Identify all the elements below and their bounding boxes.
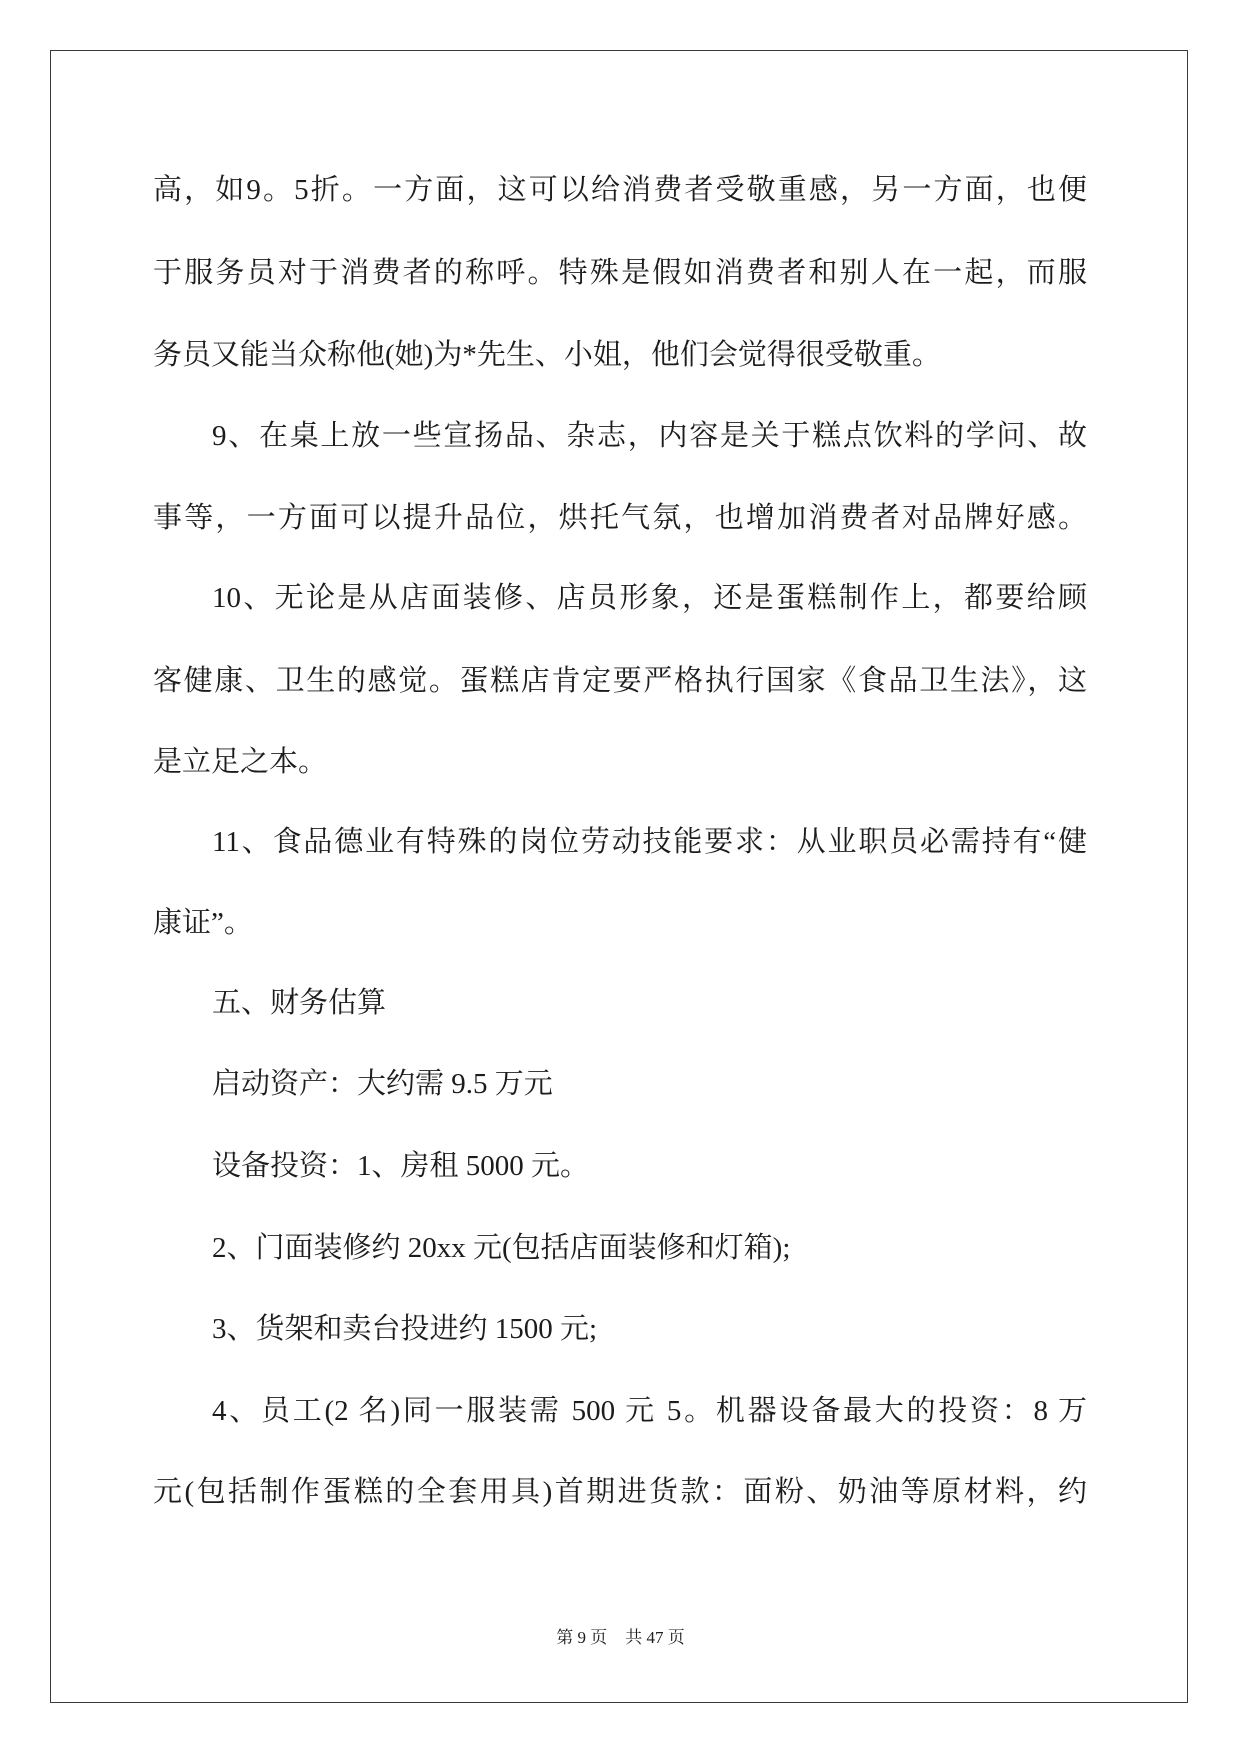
body-text-line: 2、门面装修约 20xx 元(包括店面装修和灯箱); — [212, 1232, 791, 1264]
body-text-line: 元(包括制作蛋糕的全套用具)首期进货款：面粉、奶油等原材料，约 — [153, 1476, 1087, 1508]
body-text-line: 3、货架和卖台投进约 1500 元; — [212, 1313, 598, 1345]
body-text-line: 于服务员对于消费者的称呼。特殊是假如消费者和别人在一起，而服 — [153, 257, 1087, 289]
body-text-line: 康证”。 — [153, 907, 253, 939]
body-text-line: 是立足之本。 — [153, 746, 328, 778]
body-text-line: 9、在桌上放一些宣扬品、杂志，内容是关于糕点饮料的学问、故 — [212, 420, 1087, 452]
page-footer — [0, 1626, 1241, 1650]
section-heading: 五、财务估算 — [212, 987, 387, 1019]
page-total: 共 47 页 — [625, 1628, 685, 1647]
body-text-line: 4、员工(2 名)同一服装需 500 元 5。机器设备最大的投资：8 万 — [212, 1395, 1087, 1427]
body-text-line: 务员又能当众称他(她)为*先生、小姐，他们会觉得很受敬重。 — [153, 339, 941, 371]
body-text-line: 启动资产：大约需 9.5 万元 — [212, 1068, 553, 1100]
body-text-line: 11、食品德业有特殊的岗位劳动技能要求：从业职员必需持有“健 — [212, 826, 1087, 858]
body-text-line: 客健康、卫生的感觉。蛋糕店肯定要严格执行国家《食品卫生法》，这 — [153, 665, 1087, 697]
body-text-line: 事等，一方面可以提升品位，烘托气氛，也增加消费者对品牌好感。 — [153, 502, 1087, 534]
page-number: 第 9 页 — [556, 1628, 608, 1647]
body-text-line: 10、无论是从店面装修、店员形象，还是蛋糕制作上，都要给顾 — [212, 582, 1087, 614]
body-text-line: 设备投资：1、房租 5000 元。 — [212, 1150, 590, 1182]
body-text-line: 高，如9。5折。一方面，这可以给消费者受敬重感，另一方面，也便 — [153, 174, 1087, 206]
page-border — [50, 50, 1188, 1703]
